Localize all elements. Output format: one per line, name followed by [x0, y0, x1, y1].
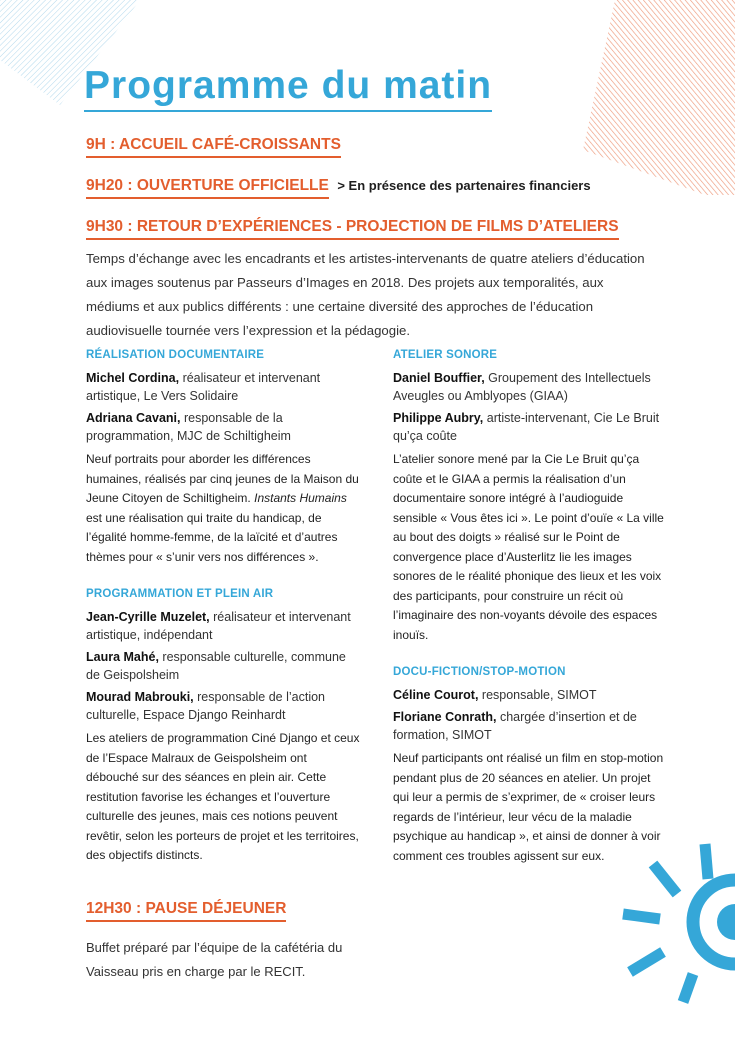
film-title: Instants Humains — [254, 491, 347, 505]
speaker-role: réalisateur et intervenant artistique, Le Vers Solidaire — [86, 371, 321, 403]
schedule-heading-workshops: 9H30 : RETOUR D’EXPÉRIENCES - PROJECTION DE FILMS D’ATELIERS — [86, 218, 619, 240]
section-description: L’atelier sonore mené par la Cie Le Bruit qu’ça coûte et le GIAA a permis la réalisation d’un documentaire sonore intégré à l’audioguide sensible « Vous êtes ici ». Le point d’ouïe « La ville au bout des doigts » réalisé sur le Point de convergence place d’Austerlitz lie les images sonores de le réalité phonique des lieux et les voix des participants, pour construire un récit où l’imaginaire des non-voyants dévoile des espaces inouïs. — [393, 452, 664, 642]
speaker — [86, 369, 361, 405]
speaker-role: artiste-intervenant, Cie Le Bruit qu’ça coûte — [393, 411, 660, 443]
section-description: Les ateliers de programmation Ciné Django et ceux de l’Espace Malraux de Geispolsheim ont débouché sur des séances en plein air. Cette restitution favorise les échanges et l’ouverture culturelle des jeunes, mais ces notions peuvent revêtir, selon les porteurs de projet et les territoires, des objectifs distincts. — [86, 731, 360, 862]
section-docu-fiction — [393, 665, 668, 866]
section-label: PROGRAMMATION ET PLEIN AIR — [86, 588, 274, 600]
speaker-role: Groupement des Intellectuels Aveugles ou Amblyopes (GIAA) — [393, 371, 651, 403]
schedule-heading-lunch: 12H30 : PAUSE DÉJEUNER — [86, 900, 286, 922]
speaker-name: Philippe Aubry, — [393, 411, 484, 425]
speaker — [86, 608, 361, 644]
schedule-heading-opening: 9H20 : OUVERTURE OFFICIELLE — [86, 177, 329, 199]
speaker — [86, 688, 361, 724]
section-documentaire — [86, 348, 361, 567]
speaker — [393, 409, 668, 445]
section-label: DOCU-FICTION/STOP-MOTION — [393, 666, 566, 678]
section-description: Neuf participants ont réalisé un film en stop-motion pendant plus de 20 séances en atelier. Un projet qui leur a permis de s’exprimer, de « croiser leurs regards de l’intérieur, leur vécu de la maladie psychique au handicap », et ainsi de donner à voir comment ces troubles agissent sur eux. — [393, 751, 664, 863]
speaker-name: Laura Mahé, — [86, 650, 159, 664]
speaker-name: Daniel Bouffier, — [393, 371, 485, 385]
speaker-role: responsable de la programmation, MJC de Schiltigheim — [86, 411, 291, 443]
section-label: ATELIER SONORE — [393, 349, 498, 361]
section-description — [86, 450, 361, 567]
left-column — [86, 348, 361, 866]
speaker — [393, 686, 668, 704]
speaker-role: réalisateur et intervenant artistique, indépendant — [86, 610, 351, 642]
speaker-role: responsable culturelle, commune de Geispolsheim — [86, 650, 346, 682]
speaker-name: Mourad Mabrouki, — [86, 690, 194, 704]
speaker-name: Jean-Cyrille Muzelet, — [86, 610, 210, 624]
speaker-role: responsable de l’action culturelle, Espace Django Reinhardt — [86, 690, 326, 722]
lunch-description: Buffet préparé par l’équipe de la cafétéria du Vaisseau pris en charge par le RECIT. — [86, 940, 343, 979]
speaker — [86, 409, 361, 445]
speaker — [393, 369, 668, 405]
speaker-name: Céline Courot, — [393, 688, 479, 702]
schedule-heading-welcome: 9H : ACCUEIL CAFÉ-CROISSANTS — [86, 136, 341, 158]
right-column — [393, 348, 668, 866]
section-sonore — [393, 348, 668, 645]
intro-paragraph: Temps d’échange avec les encadrants et les artistes-intervenants de quatre ateliers d’éducation aux images soutenus par Passeurs d’Images en 2018. Des projets aux temporalités, aux médiums et aux publics différents : une certaine diversité des approches de l’éducation audiovisuelle tournée vers l’expression et la pédagogie. — [86, 251, 645, 338]
opening-note: > En présence des partenaires financiers — [337, 178, 591, 193]
speaker-role: responsable, SIMOT — [481, 688, 597, 702]
hatch-decoration-orange — [575, 0, 735, 200]
speaker-name: Michel Cordina, — [86, 371, 180, 385]
speaker-role: chargée d’insertion et de formation, SIMOT — [393, 710, 637, 742]
speaker-name: Floriane Conrath, — [393, 710, 497, 724]
speaker-name: Adriana Cavani, — [86, 411, 181, 425]
description-text: Neuf portraits pour aborder les différences humaines, réalisés par cinq jeunes de la Maison du Jeune Citoyen de Schiltigheim. — [86, 452, 359, 505]
speaker — [393, 708, 668, 744]
speaker — [86, 648, 361, 684]
page-title: Programme du matin — [84, 64, 492, 112]
description-text: est une réalisation qui traite du handicap, de l’égalité homme-femme, de la laïcité et d’autres thèmes pour « s’unir vers nos différences ». — [86, 510, 338, 564]
section-programmation — [86, 587, 361, 866]
section-label: RÉALISATION DOCUMENTAIRE — [86, 349, 265, 361]
schedule-opening-row — [86, 177, 591, 199]
